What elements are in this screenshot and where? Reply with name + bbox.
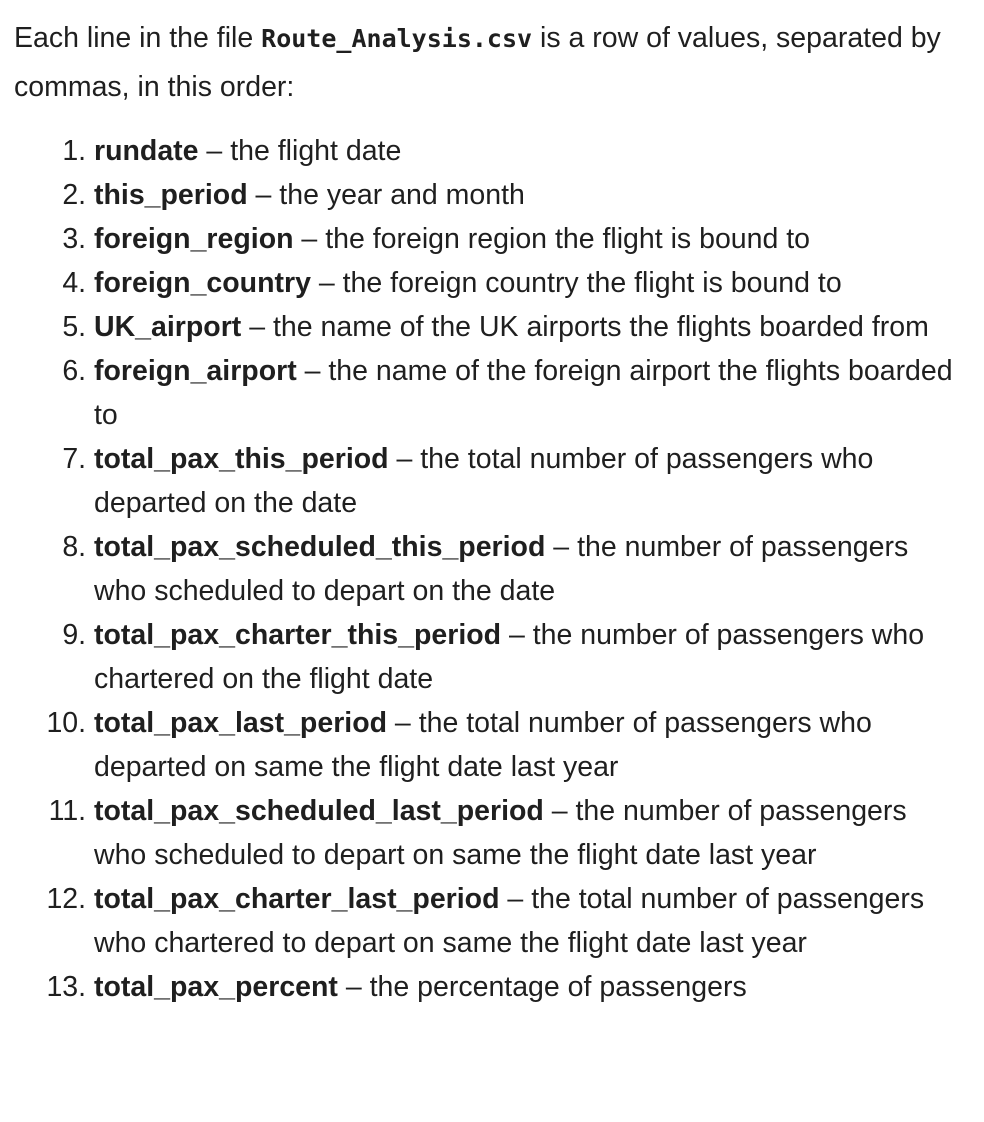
field-separator: –	[388, 443, 421, 475]
field-description: the flight date	[230, 135, 402, 167]
field-name: rundate	[94, 135, 199, 167]
field-description: the number of passengers who scheduled to depart on the date	[94, 531, 909, 607]
intro-suffix: is a row of values, separated by commas, in this order:	[14, 22, 941, 103]
list-item	[94, 613, 966, 701]
field-name: this_period	[94, 179, 248, 211]
list-item	[94, 305, 966, 349]
intro-paragraph	[14, 14, 966, 111]
field-name: total_pax_charter_last_period	[94, 883, 500, 915]
list-item	[94, 437, 966, 525]
list-item	[94, 217, 966, 261]
list-item	[94, 261, 966, 305]
field-description: the number of passengers who scheduled to depart on same the flight date last year	[94, 795, 907, 871]
field-separator: –	[296, 355, 329, 387]
field-description: the name of the UK airports the flights boarded from	[272, 311, 929, 343]
field-separator: –	[247, 179, 280, 211]
field-separator: –	[293, 223, 326, 255]
list-item	[94, 877, 966, 965]
field-name: total_pax_scheduled_this_period	[94, 531, 546, 563]
field-name: UK_airport	[94, 311, 242, 343]
field-separator: –	[310, 267, 343, 299]
field-description: the total number of passengers who departed on the date	[94, 443, 874, 519]
field-separator: –	[501, 619, 533, 651]
field-description: the foreign country the flight is bound to	[342, 267, 842, 299]
field-separator: –	[543, 795, 576, 827]
list-item	[94, 525, 966, 613]
field-name: total_pax_percent	[94, 971, 338, 1003]
field-name: total_pax_charter_this_period	[94, 619, 502, 651]
field-list	[14, 129, 966, 1009]
field-separator: –	[499, 883, 532, 915]
field-separator: –	[241, 311, 273, 343]
filename-code: Route_Analysis.csv	[261, 24, 533, 53]
field-description: the percentage of passengers	[369, 971, 747, 1003]
intro-prefix: Each line in the file	[14, 22, 262, 54]
field-name: total_pax_this_period	[94, 443, 389, 475]
field-separator: –	[337, 971, 370, 1003]
field-description: the total number of passengers who chartered to depart on same the flight date last year	[94, 883, 925, 959]
field-description: the name of the foreign airport the flights boarded to	[94, 355, 953, 431]
field-description: the foreign region the flight is bound to	[325, 223, 811, 255]
field-separator: –	[198, 135, 231, 167]
field-name: foreign_airport	[94, 355, 297, 387]
field-description: the number of passengers who chartered on the flight date	[94, 619, 925, 695]
field-description: the year and month	[279, 179, 525, 211]
list-item	[94, 789, 966, 877]
field-name: total_pax_last_period	[94, 707, 388, 739]
field-separator: –	[387, 707, 419, 739]
list-item	[94, 701, 966, 789]
field-description: the total number of passengers who departed on same the flight date last year	[94, 707, 872, 783]
list-item	[94, 173, 966, 217]
list-item	[94, 965, 966, 1009]
field-separator: –	[545, 531, 578, 563]
field-name: total_pax_scheduled_last_period	[94, 795, 544, 827]
field-name: foreign_region	[94, 223, 294, 255]
list-item	[94, 129, 966, 173]
list-item	[94, 349, 966, 437]
field-name: foreign_country	[94, 267, 311, 299]
